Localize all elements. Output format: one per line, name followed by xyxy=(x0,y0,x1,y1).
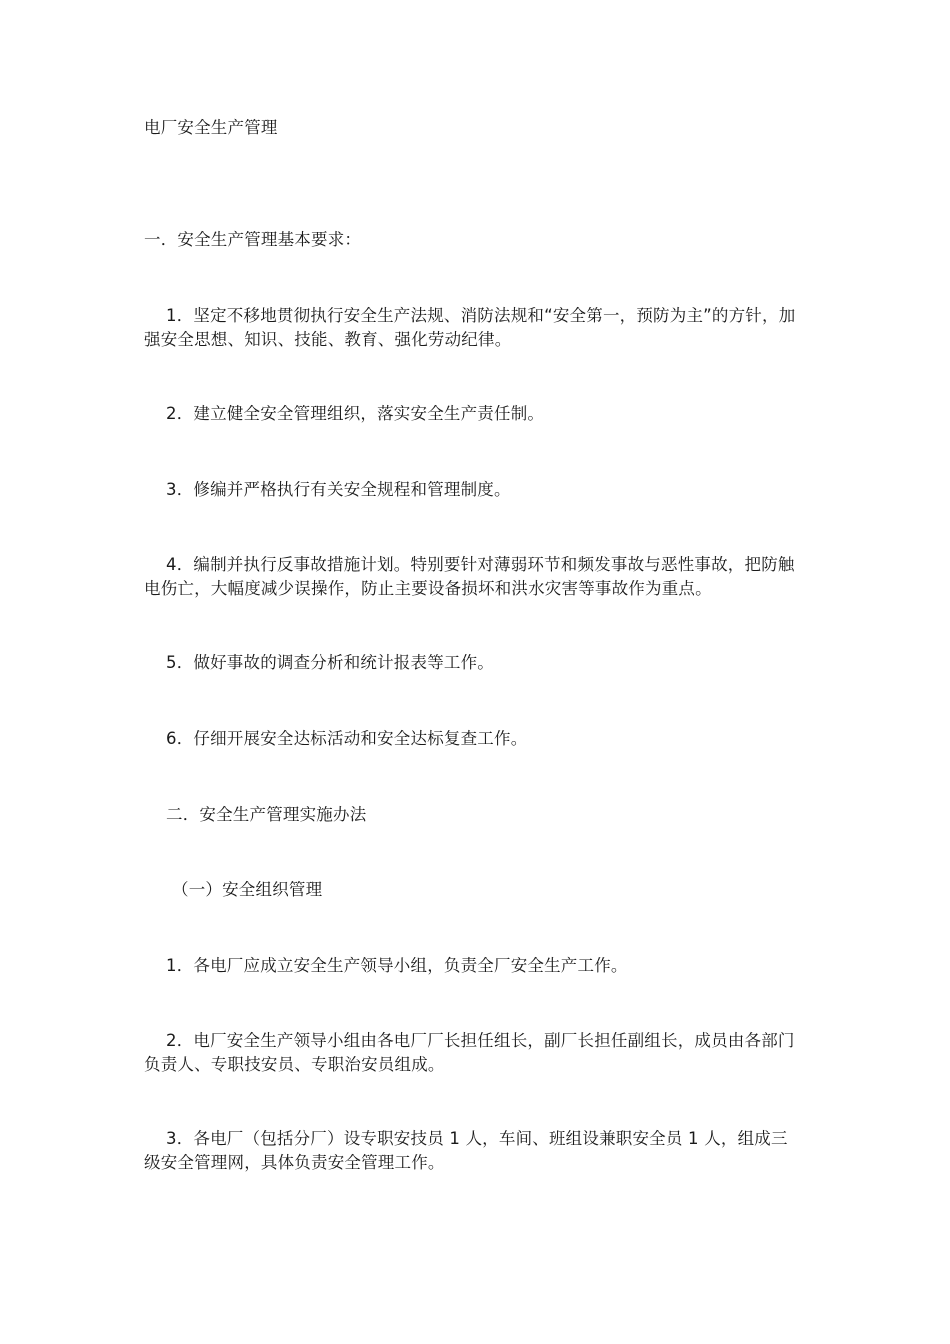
requirement-item-6: 6．仔细开展安全达标活动和安全达标复查工作。 xyxy=(166,729,528,748)
requirement-item-1: 1．坚定不移地贯彻执行安全生产法规、消防法规和“安全第一，预防为主”的方针，加强安全思想、知识、技能、教育、强化劳动纪律。 xyxy=(144,306,796,349)
section-heading-2: 二．安全生产管理实施办法 xyxy=(166,805,367,824)
organization-item-3: 3．各电厂（包括分厂）设专职安技员 1 人，车间、班组设兼职安全员 1 人，组成三级安全管理网，具体负责安全管理工作。 xyxy=(144,1129,788,1172)
subsection-heading-1: （一）安全组织管理 xyxy=(172,880,323,899)
document-title: 电厂安全生产管理 xyxy=(144,118,278,137)
section-heading-1: 一．安全生产管理基本要求： xyxy=(144,230,362,249)
requirement-item-3: 3．修编并严格执行有关安全规程和管理制度。 xyxy=(166,480,511,499)
requirement-item-2: 2．建立健全安全管理组织，落实安全生产责任制。 xyxy=(166,404,545,423)
organization-item-1: 1．各电厂应成立安全生产领导小组，负责全厂安全生产工作。 xyxy=(166,956,628,975)
requirement-item-4: 4．编制并执行反事故措施计划。特别要针对薄弱环节和频发事故与恶性事故，把防触电伤亡，大幅度减少误操作，防止主要设备损坏和洪水灾害等事故作为重点。 xyxy=(144,555,795,598)
organization-item-2: 2．电厂安全生产领导小组由各电厂厂长担任组长，副厂长担任副组长，成员由各部门负责人、专职技安员、专职治安员组成。 xyxy=(144,1031,795,1074)
requirement-item-5: 5．做好事故的调查分析和统计报表等工作。 xyxy=(166,653,494,672)
